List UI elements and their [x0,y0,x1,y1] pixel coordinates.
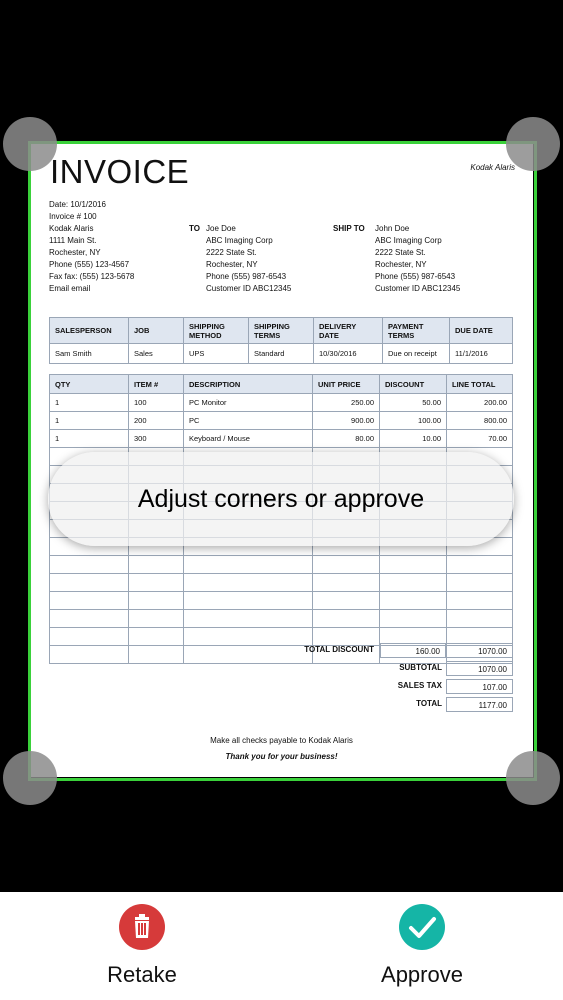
sender-line: 1111 Main St. [49,236,97,245]
sender-line: Kodak Alaris [49,224,94,233]
sender-line: Email email [49,284,91,293]
sales-cell: 11/1/2016 [450,344,513,364]
total-discount-label: TOTAL DISCOUNT [304,645,374,654]
sales-cell: UPS [184,344,249,364]
total-discount-line-value: 1070.00 [446,643,513,658]
item-unit-price: 80.00 [313,430,380,448]
item-qty: 1 [50,430,129,448]
items-header: UNIT PRICE [313,375,380,394]
to-label: TO [189,224,200,233]
sales-cell: Sam Smith [50,344,129,364]
item-line-total: 800.00 [447,412,513,430]
sales-cell: Standard [249,344,314,364]
item-discount: 10.00 [380,430,447,448]
corner-handle-top-right[interactable] [506,117,560,171]
item-description: PC [184,412,313,430]
sales-header: SHIPPING TERMS [249,318,314,344]
item-unit-price: 250.00 [313,394,380,412]
item-number: 100 [129,394,184,412]
corner-handle-bottom-right[interactable] [506,751,560,805]
items-header: LINE TOTAL [447,375,513,394]
total-value: 1177.00 [446,697,513,712]
sender-line: Rochester, NY [49,248,101,257]
sender-line: Date: 10/1/2016 [49,200,106,209]
approve-button[interactable] [342,892,502,1000]
ship-line: Phone (555) 987-6543 [375,272,456,281]
invoice-brand: Kodak Alaris [470,163,515,172]
corner-handle-bottom-left[interactable] [3,751,57,805]
item-unit-price: 900.00 [313,412,380,430]
item-number: 200 [129,412,184,430]
approve-label: Approve [381,962,463,987]
items-header: DESCRIPTION [184,375,313,394]
sales-header: SALESPERSON [50,318,129,344]
to-line: ABC Imaging Corp [206,236,273,245]
footer-note: Make all checks payable to Kodak Alaris [210,736,353,745]
to-line: Rochester, NY [206,260,258,269]
corner-handle-top-left[interactable] [3,117,57,171]
total-label: TOTAL [416,699,442,708]
sender-line: Fax fax: (555) 123-5678 [49,272,135,281]
item-line-total: 200.00 [447,394,513,412]
to-line: Phone (555) 987-6543 [206,272,287,281]
sales-cell: Sales [129,344,184,364]
item-number: 300 [129,430,184,448]
sender-line: Phone (555) 123-4567 [49,260,130,269]
sales-tax-label: SALES TAX [397,681,442,690]
sales-header: SHIPPING METHOD [184,318,249,344]
sales-cell: Due on receipt [383,344,450,364]
item-qty: 1 [50,412,129,430]
item-description: Keyboard / Mouse [184,430,313,448]
invoice-title: INVOICE [50,153,190,190]
item-line-total: 70.00 [447,430,513,448]
ship-line: 2222 State St. [375,248,426,257]
checkmark-icon [399,904,445,950]
instruction-text: Adjust corners or approve [137,484,425,513]
item-discount: 50.00 [380,394,447,412]
retake-label: Retake [107,962,177,987]
subtotal-value: 1070.00 [446,661,513,676]
items-header: ITEM # [129,375,184,394]
sender-line: Invoice # 100 [49,212,97,221]
ship-to-label: SHIP TO [333,224,365,233]
item-description: PC Monitor [184,394,313,412]
sales-tax-value: 107.00 [446,679,513,694]
to-line: 2222 State St. [206,248,257,257]
ship-line: John Doe [375,224,410,233]
total-discount-value: 160.00 [380,643,446,658]
items-header: DISCOUNT [380,375,447,394]
ship-line: Customer ID ABC12345 [375,284,461,293]
trash-icon [119,904,165,950]
items-header: QTY [50,375,129,394]
action-bar [0,892,563,1000]
sales-header: PAYMENT TERMS [383,318,450,344]
ship-line: ABC Imaging Corp [375,236,442,245]
item-discount: 100.00 [380,412,447,430]
subtotal-label: SUBTOTAL [399,663,442,672]
ship-line: Rochester, NY [375,260,427,269]
item-qty: 1 [50,394,129,412]
sales-header: JOB [129,318,184,344]
sales-cell: 10/30/2016 [314,344,383,364]
sales-header: DELIVERY DATE [314,318,383,344]
footer-thanks: Thank you for your business! [225,752,338,761]
to-line: Customer ID ABC12345 [206,284,292,293]
retake-button[interactable] [62,892,222,1000]
sales-header: DUE DATE [450,318,513,344]
to-line: Joe Doe [206,224,236,233]
instruction-overlay [48,452,514,546]
